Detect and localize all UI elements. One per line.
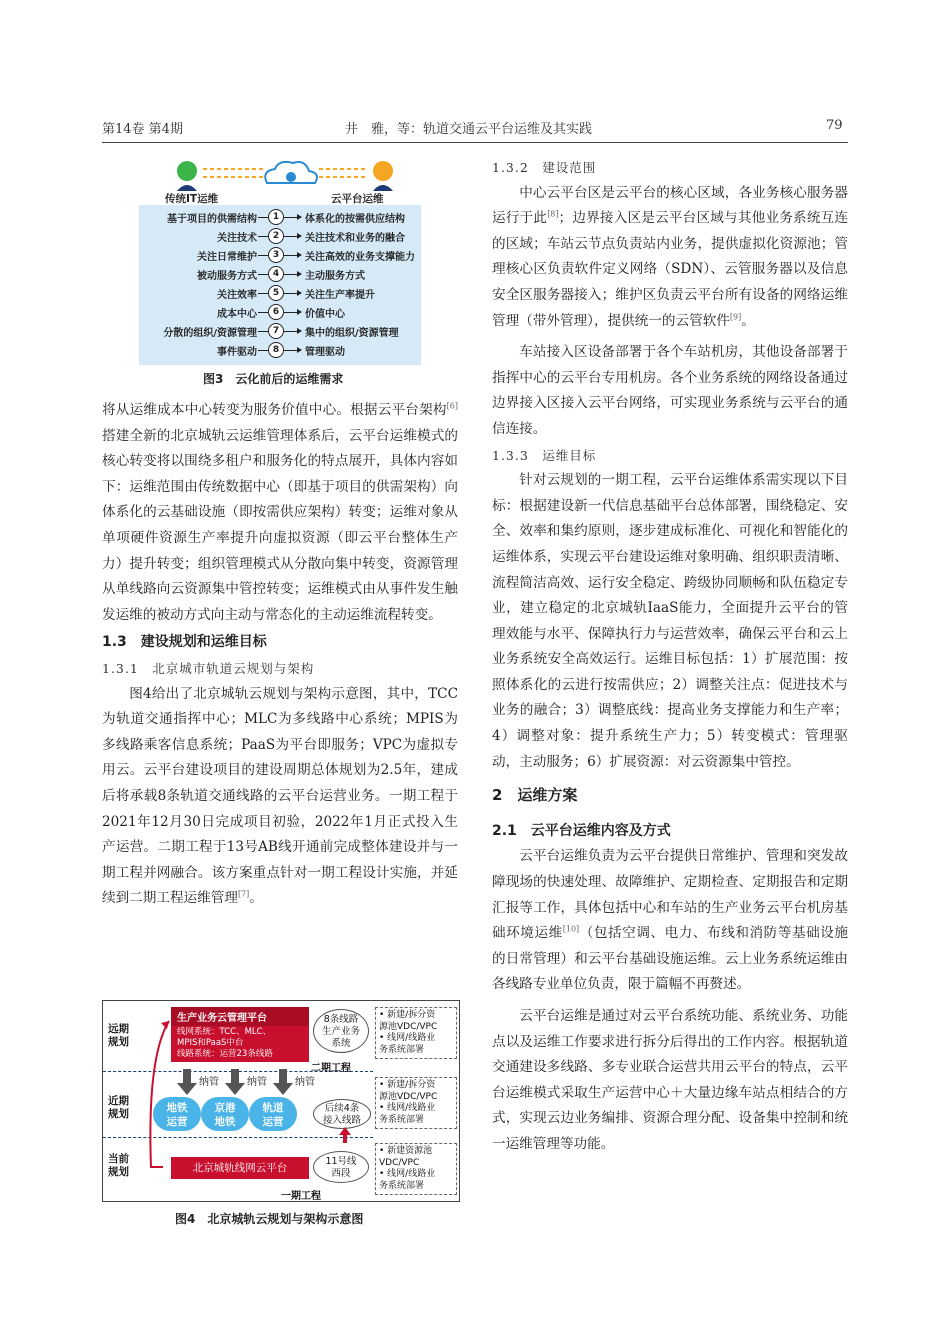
paragraph <box>492 844 848 998</box>
figure-4-caption: 图4 北京城轨云规划与架构示意图 <box>175 1212 364 1226</box>
right-column <box>492 155 848 1158</box>
row-left-text: 关注效率 <box>217 290 257 301</box>
platform-line: 线路系统：运营23条线路 <box>177 1049 273 1059</box>
text: 。 <box>741 312 755 329</box>
page-number: 79 <box>826 118 843 133</box>
citation: [7] <box>237 889 250 899</box>
far-term-label: 远期 规划 <box>108 1023 129 1048</box>
citation: [8] <box>547 209 559 219</box>
row-right-text: 集中的组织/资源管理 <box>305 328 399 339</box>
comparison-row <box>139 245 421 265</box>
row-left-text: 事件驱动 <box>217 347 257 358</box>
row-left-text: 成本中心 <box>217 309 257 320</box>
paragraph <box>492 181 848 335</box>
comparison-row <box>139 264 421 284</box>
citation: [10] <box>562 924 580 934</box>
production-cloud-mgmt-platform <box>171 1007 309 1062</box>
row-number: 5 <box>268 285 284 301</box>
figure-3 <box>135 155 425 365</box>
comparison-panel <box>139 205 421 365</box>
near-term-label: 近期 规划 <box>108 1095 129 1120</box>
manage-label: 纳管 <box>199 1077 219 1088</box>
cloud-ops-person-icon <box>373 161 393 181</box>
journal-volume: 第14卷 第4期 <box>102 122 183 137</box>
row-right-text: 关注生产率提升 <box>305 290 375 301</box>
section-heading: 1.3 建设规划和运维目标 <box>102 634 267 651</box>
row-right-text: 价值中心 <box>305 309 345 320</box>
far-term-note: • 新建/拆分资 源池VDC/VPC • 线网/线路业 务系统部署 <box>375 1007 457 1059</box>
manage-label: 纳管 <box>247 1077 267 1088</box>
section-heading: 2.1 云平台运维内容及方式 <box>492 822 671 839</box>
far-term-oval: 8条线路 生产业务 系统 <box>313 1009 369 1053</box>
paragraph: 云平台运维是通过对云平台系统功能、系统业务、功能点以及运维工作要求进行拆分后得出的工作内容。根据轨道交通建设多线路、多专业联合运营共用云平台的特点，云平台运维模式采取生产运营中心＋大量边缘车站点相结合的方式，实现云边业务编排、资源合理分配、设备集中控制和统一运维管理等功能。 <box>492 1008 848 1152</box>
paragraph: 针对云规划的一期工程，云平台运维体系需实现以下目标：根据建设新一代信息基础平台总体部署，围绕稳定、安全、效率和集约原则，逐步建成标准化、可视化和智能化的运维体系，实现云平台建设运维对象明确、组织职责清晰、流程简洁高效、运行安全稳定、跨级协同顺畅和队伍稳定专业，建立稳定的北京城轨IaaS能力，全面提升云平台的管理效能与水平、保障执行力与运营效率，确保云平台和云上业务系统安全高效运行。运维目标包括：1）扩展范围：按照体系化的云进行按需供应；2）调整关注点：促进技术与业务的融合；3）调整底线：提高业务支撑能力和生产率；4）调整对象：提升系统生产力；5）转变模式：管理驱动，主动服务；6）扩展资源：对云资源集中管控。 <box>492 472 848 770</box>
row-number: 8 <box>268 342 284 358</box>
running-title: 井 雅，等：轨道交通云平台运维及其实践 <box>345 122 593 137</box>
header-rule <box>102 142 848 143</box>
row-number: 4 <box>268 266 284 282</box>
text: 云平台运维负责为云平台提供日常维护、管理和突发故障现场的快速处理、故障维护、定期检查、定期报告和定期汇报等工作，具体包括中心和车站的生产业务云平台机房基础环境运维 <box>492 848 848 942</box>
comparison-row <box>139 226 421 246</box>
subsection-heading: 1.3.3 运维目标 <box>492 447 597 463</box>
current-term-note: • 新建资源池 VDC/VPC • 线网/线路业 务系统部署 <box>375 1143 457 1195</box>
figure-3-caption: 图3 云化前后的运维需求 <box>203 372 344 386</box>
text: 搭建全新的北京城轨云运维管理体系后，云平台运维模式的核心转变将以围绕多租户和服务化的特点展开，具体内容如下：运维范围由传统数据中心（即基于项目的供需架构）向体系化的云基础设施（即按需供应架构）转变；运维对象从单项硬件资源生产率提升向虚拟资源（即云平台整体生产力）提升转变；组织管理模式从分散向集中转变，资源管理从单线路向云资源集中管控转变；运维模式由从事件发生触发运维的被动方式向主动与常态化的主动运维流程转变。 <box>102 427 458 623</box>
text: ；边界接入区是云平台区域与其他业务系统互连的区域；车站云节点负责站内业务，提供虚拟化资源池；管理核心区负责软件定义网络（SDN）、云管服务器以及信息安全区服务器接入；维护区负责云平台所有设备的网络运维管理（带外管理），提供统一的云管软件 <box>492 210 849 329</box>
platform-line: MPIS和PaaS中台 <box>177 1038 244 1048</box>
current-term-oval: 11号线 西段 <box>313 1151 369 1183</box>
comparison-row <box>139 283 421 303</box>
subsection-heading: 1.3.2 建设范围 <box>492 160 597 175</box>
beijing-metro-cloud-platform: 北京城轨线网云平台 <box>171 1157 309 1179</box>
row-left-text: 关注日常维护 <box>197 252 257 263</box>
citation: [6] <box>446 401 458 411</box>
row-number: 6 <box>268 304 284 320</box>
text: （包括空调、电力、布线和消防等基础设施的日常管理）和云平台基础设施运维。云上业务系统运维由各线路专业单位负责，限于篇幅不再赘述。 <box>492 925 849 993</box>
row-number: 7 <box>268 323 284 339</box>
phase-2-label: 二期工程 <box>311 1063 351 1074</box>
comparison-row <box>139 302 421 322</box>
traditional-ops-person-icon <box>177 161 197 181</box>
row-left-text: 分散的组织/资源管理 <box>163 328 257 339</box>
row-number: 2 <box>268 228 284 244</box>
paragraph: 车站接入区设备部署于各个车站机房，其他设备部署于指挥中心的云平台专用机房。各个业务系统的网络设备通过边界接入区接入云平台网络，可实现业务系统与云平台的通信连接。 <box>492 344 848 437</box>
phase-1-label: 一期工程 <box>281 1191 321 1202</box>
figure-4 <box>102 1000 460 1202</box>
platform-line: 线网系统：TCC、MLC、 <box>177 1027 272 1037</box>
current-term-label: 当前 规划 <box>108 1153 129 1178</box>
subsection-heading: 1.3.1 北京城市轨道云规划与架构 <box>102 660 315 676</box>
paragraph <box>102 682 458 912</box>
section-heading: 2 运维方案 <box>492 786 578 805</box>
up-arrow-icon <box>339 1127 351 1143</box>
row-number: 3 <box>268 247 284 263</box>
paragraph <box>102 398 458 628</box>
gear-icon <box>286 172 296 182</box>
platform-title: 生产业务云管理平台 <box>171 1007 309 1026</box>
near-term-oval: 后续4条 接入线路 <box>313 1099 371 1129</box>
comparison-row <box>139 340 421 360</box>
cloud-rail-ops: 轨道 运营 <box>249 1097 297 1131</box>
row-left-text: 基于项目的供需结构 <box>167 214 257 225</box>
row-right-text: 体系化的按需供应结构 <box>305 214 405 225</box>
comparison-row <box>139 207 421 227</box>
cloud-metro-ops: 地铁 运营 <box>153 1097 201 1131</box>
row-right-text: 关注技术和业务的融合 <box>305 233 405 244</box>
text: 将从运维成本中心转变为服务价值中心。根据云平台架构 <box>102 402 447 418</box>
text: 。 <box>249 890 263 907</box>
manage-label: 纳管 <box>295 1077 315 1088</box>
row-right-text: 主动服务方式 <box>305 271 365 282</box>
row-number: 1 <box>268 209 284 225</box>
curved-red-arrow <box>143 1017 173 1177</box>
row-left-text: 关注技术 <box>217 233 257 244</box>
cloud-ops-label: 云平台运维 <box>331 193 384 205</box>
near-term-note: • 新建/拆分资 源池VDC/VPC • 线网/线路业 务系统部署 <box>375 1077 457 1129</box>
text: 中心云平台区是云平台的核心区域，各业务核心服务器运行于此 <box>492 184 848 227</box>
row-left-text: 被动服务方式 <box>197 271 257 282</box>
citation: [9] <box>729 312 742 322</box>
row-right-text: 管理驱动 <box>305 347 345 358</box>
traditional-it-ops-label: 传统IT运维 <box>165 193 219 205</box>
comparison-row <box>139 321 421 341</box>
left-column <box>102 398 458 912</box>
row-right-text: 关注高效的业务支撑能力 <box>305 252 415 263</box>
cloud-mtr-beijing: 京港 地铁 <box>201 1097 249 1131</box>
ops-transition-graphic <box>175 157 395 193</box>
text: 图4给出了北京城轨云规划与架构示意图，其中，TCC为轨道交通指挥中心；MLC为多线路中心系统；MPIS为多线路乘客信息系统；PaaS为平台即服务；VPC为虚拟专用云。云平台建设项目的建设周期总体规划为2.5年，建成后将承载8条轨道交通线路的云平台运营业务。一期工程于2021年12月30日完成项目初验，2022年1月正式投入生产运营。二期工程于13号AB线开通前完成整体建设并与一期工程并网融合。该方案重点针对一期工程设计实施，并延续到二期工程运维管理 <box>102 685 458 907</box>
